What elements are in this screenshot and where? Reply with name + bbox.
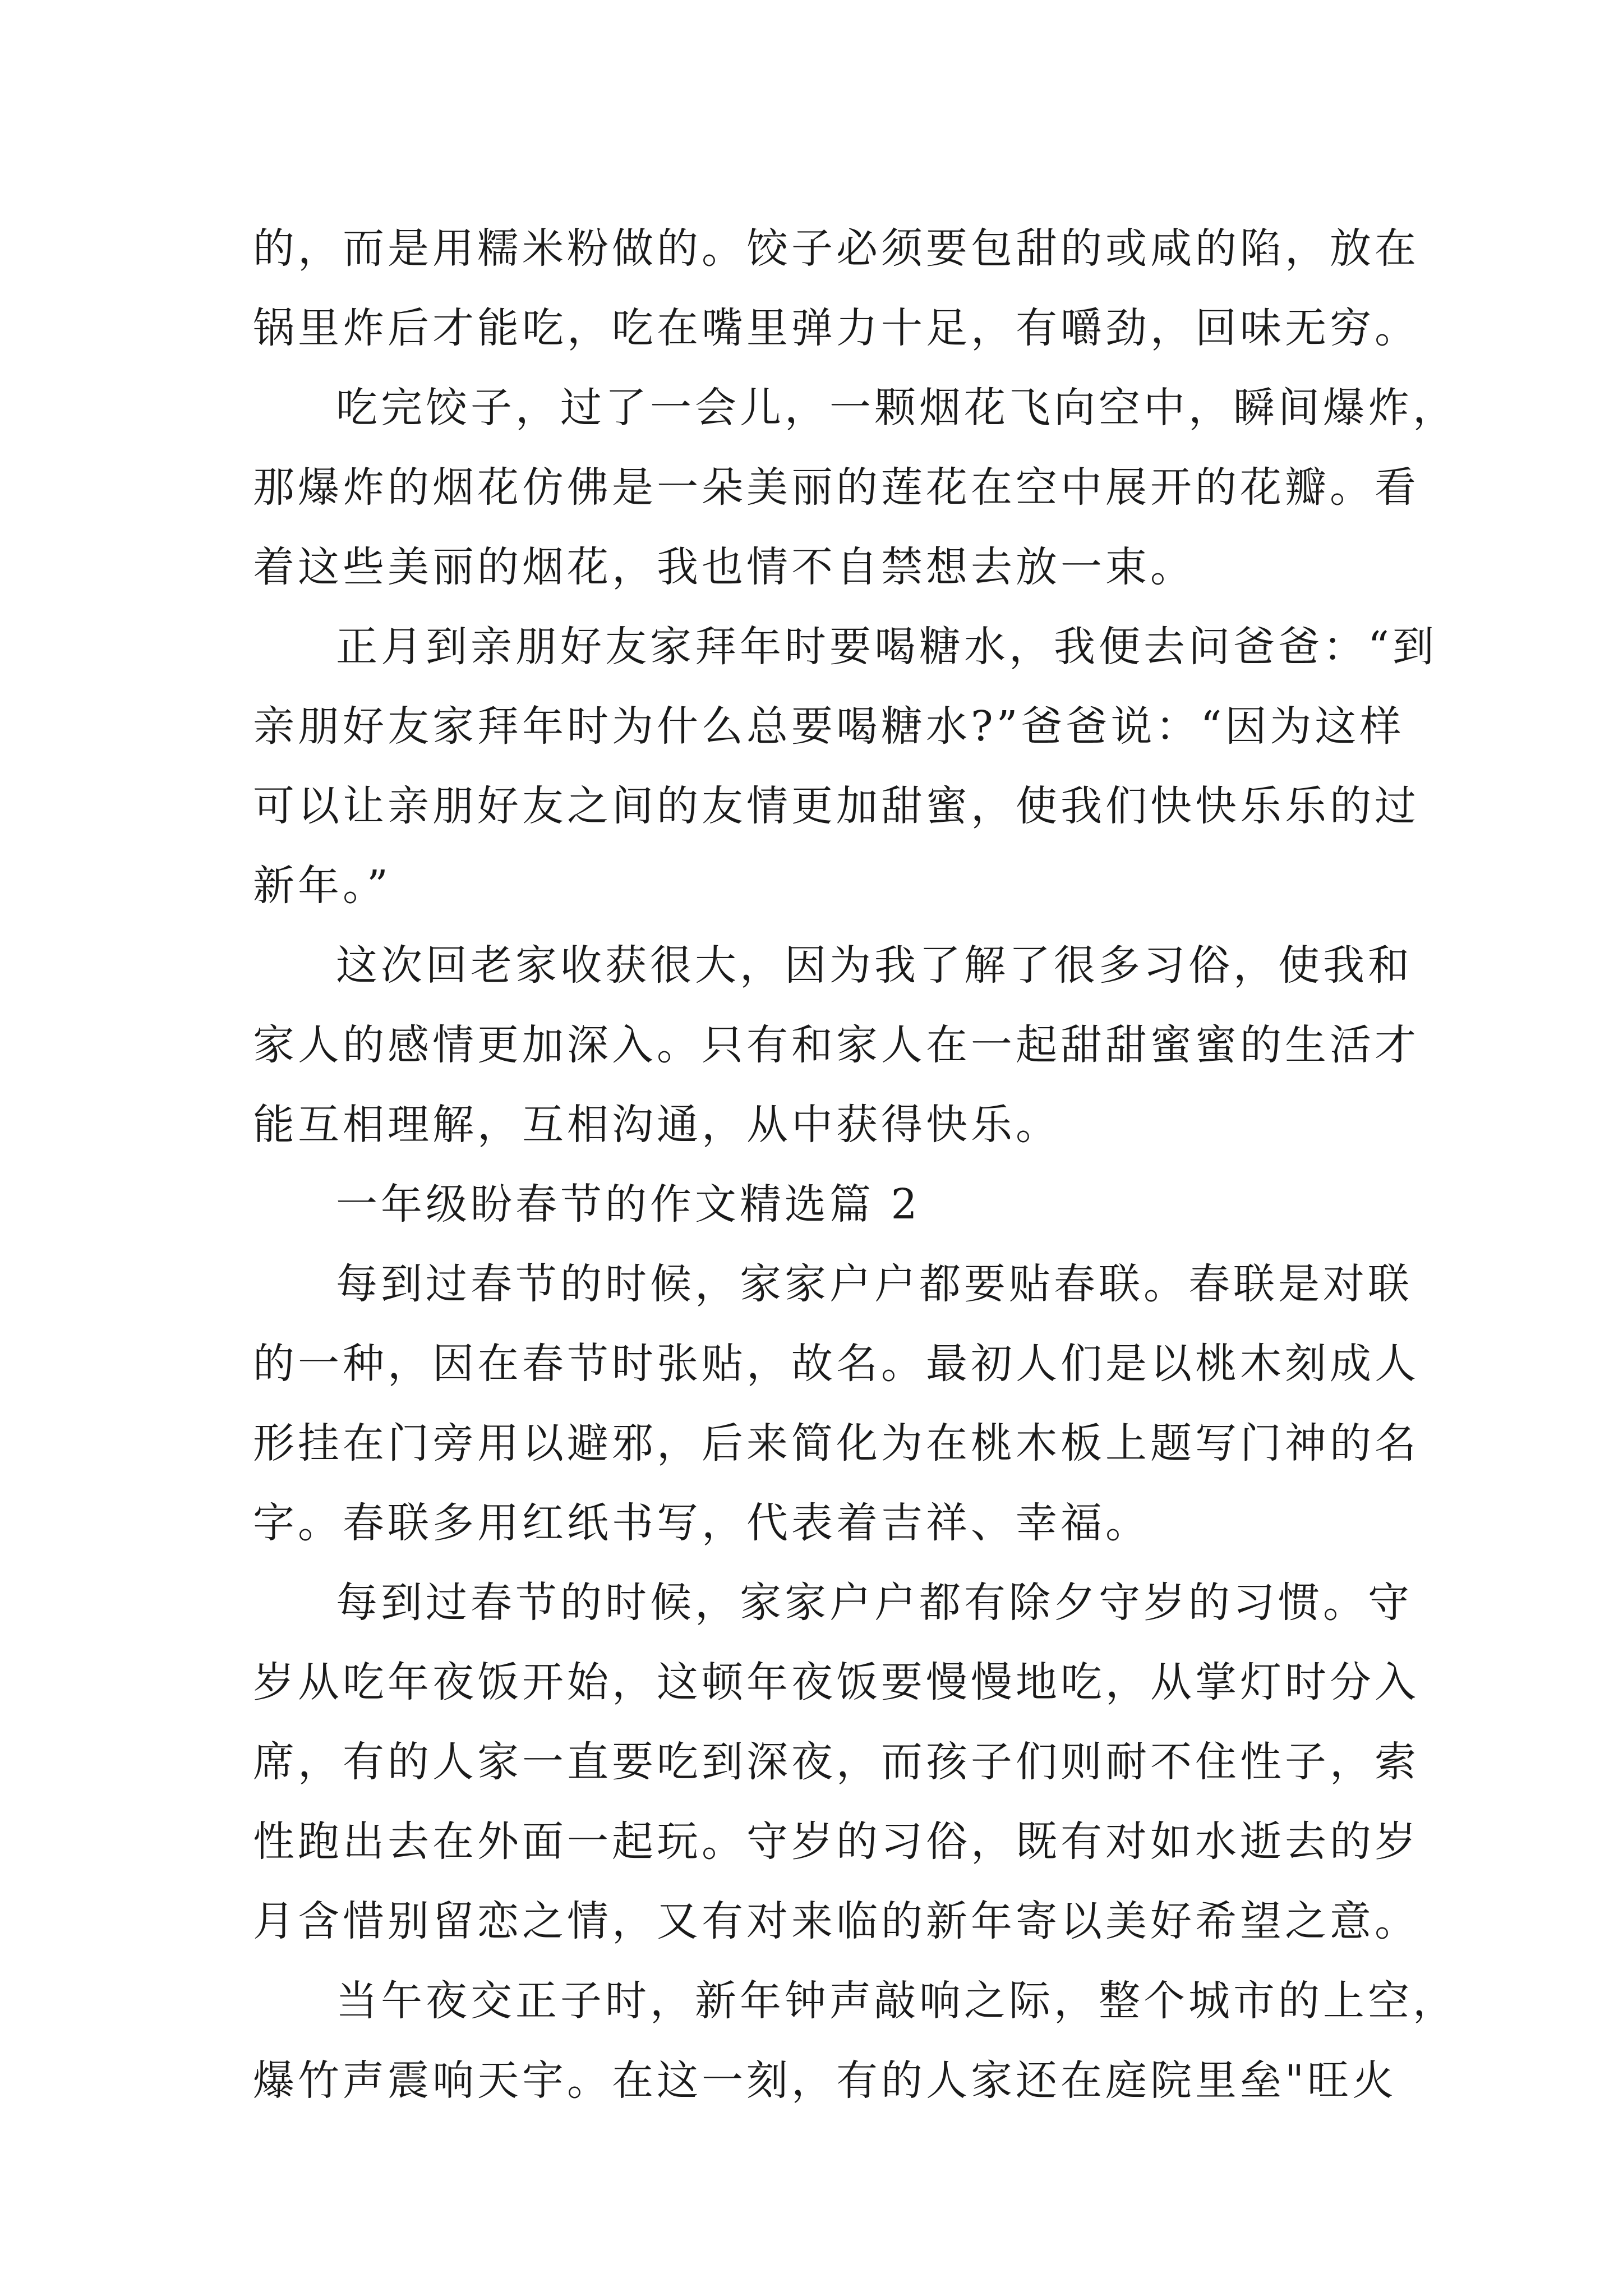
text-line: 亲朋好友家拜年时为什么总要喝糖水?”爸爸说：“因为这样 [253,702,1405,751]
text-line: 能互相理解，互相沟通，从中获得快乐。 [253,1101,1061,1149]
text-line: 吃完饺子，过了一会儿，一颗烟花飞向空中，瞬间爆炸， [336,384,1458,432]
text-line: 爆竹声震响天宇。在这一刻，有的人家还在庭院里垒"旺火 [253,2056,1398,2105]
text-line: 席，有的人家一直要吃到深夜，而孩子们则耐不住性子，索 [253,1738,1419,1786]
text-line: 形挂在门旁用以避邪，后来简化为在桃木板上题写门神的名 [253,1419,1419,1467]
text-line: 正月到亲朋好友家拜年时要喝糖水，我便去问爸爸：“到 [336,623,1437,671]
text-line: 每到过春节的时候，家家户户都有除夕守岁的习惯。守 [336,1579,1413,1627]
text-line: 的一种，因在春节时张贴，故名。最初人们是以桃木刻成人 [253,1340,1419,1388]
text-line: 岁从吃年夜饭开始，这顿年夜饭要慢慢地吃，从掌灯时分入 [253,1658,1419,1706]
text-line: 可以让亲朋好友之间的友情更加甜蜜，使我们快快乐乐的过 [253,782,1419,830]
text-line: 新年。” [253,862,391,910]
text-line: 字。春联多用红纸书写，代表着吉祥、幸福。 [253,1499,1150,1547]
text-line: 锅里炸后才能吃，吃在嘴里弹力十足，有嚼劲，回味无穷。 [253,304,1419,352]
text-line: 着这些美丽的烟花，我也情不自禁想去放一束。 [253,543,1195,591]
text-line: 的，而是用糯米粉做的。饺子必须要包甜的或咸的陷，放在 [253,224,1419,273]
text-line: 当午夜交正子时，新年钟声敲响之际，整个城市的上空， [336,1977,1458,2025]
text-line: 每到过春节的时候，家家户户都要贴春联。春联是对联 [336,1260,1413,1308]
text-line: 月含惜别留恋之情，又有对来临的新年寄以美好希望之意。 [253,1897,1419,1945]
text-line: 一年级盼春节的作文精选篇 2 [336,1180,921,1228]
text-line: 家人的感情更加深入。只有和家人在一起甜甜蜜蜜的生活才 [253,1021,1419,1069]
text-line: 那爆炸的烟花仿佛是一朵美丽的莲花在空中展开的花瓣。看 [253,463,1419,512]
document-body [253,209,1458,2120]
text-line: 这次回老家收获很大，因为我了解了很多习俗，使我和 [336,941,1413,990]
text-line: 性跑出去在外面一起玩。守岁的习俗，既有对如水逝去的岁 [253,1818,1419,1866]
